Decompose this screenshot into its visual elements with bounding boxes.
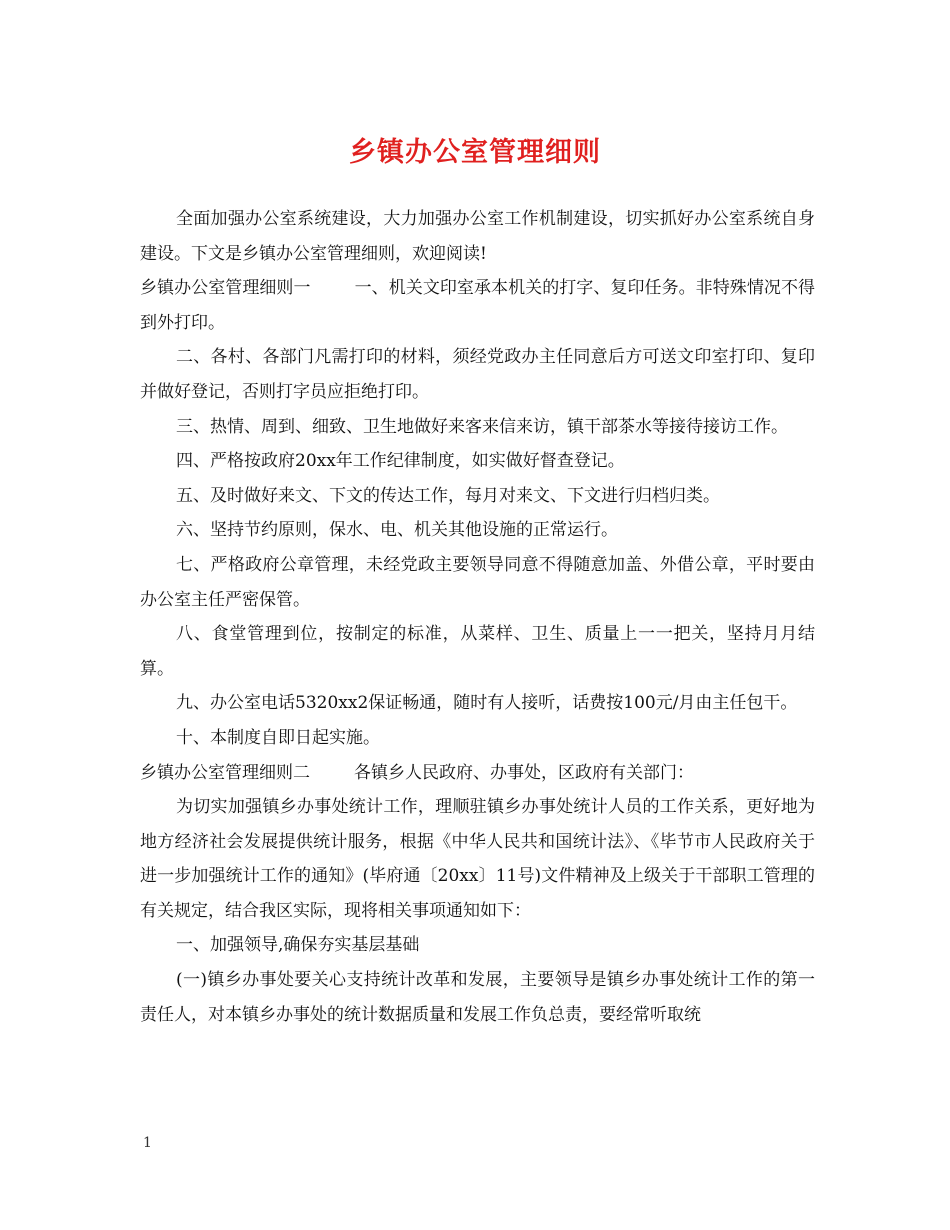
paragraph: 四、严格按政府20xx年工作纪律制度，如实做好督查登记。: [176, 451, 625, 472]
paragraph: 全面加强办公室系统建设，大力加强办公室工作机制建设，切实抓好办公室系统自身建设。下文是乡镇办公室管理细则，欢迎阅读!: [140, 209, 815, 264]
paragraph: 九、办公室电话5320xx2保证畅通，随时有人接听，话费按100元/月由主任包干。: [176, 693, 798, 714]
section-label: 乡镇办公室管理细则一: [140, 278, 311, 299]
section-heading-paragraph: [140, 756, 815, 791]
section-label: 乡镇办公室管理细则二: [140, 762, 310, 783]
paragraph-text: 各镇乡人民政府、办事处，区政府有关部门：: [354, 762, 694, 783]
paragraph-text: 一、机关文印室承本机关的打字、复印任务。非特殊情况不得到外打印。: [140, 278, 816, 333]
document-title: 乡镇办公室管理细则: [349, 137, 601, 168]
paragraph: (一)镇乡办事处要关心支持统计改革和发展，主要领导是镇乡办事处统计工作的第一责任人，对本镇乡办事处的统计数据质量和发展工作负总责，要经常听取统: [140, 970, 815, 1025]
paragraph: 五、及时做好来文、下文的传达工作，每月对来文、下文进行归档归类。: [176, 485, 720, 506]
page-number: 1: [143, 1135, 152, 1151]
document-body: [140, 202, 815, 1032]
paragraph: 一、加强领导,确保夯实基层基础: [176, 935, 420, 956]
section-heading-paragraph: [140, 271, 815, 340]
paragraph: 十、本制度自即日起实施。: [176, 727, 380, 748]
paragraph: 六、坚持节约原则，保水、电、机关其他设施的正常运行。: [176, 520, 618, 541]
paragraph: 为切实加强镇乡办事处统计工作，理顺驻镇乡办事处统计人员的工作关系，更好地为地方经济社会发展提供统计服务，根据《中华人民共和国统计法》、《毕节市人民政府关于进一步加强统计工作的通知》(毕府通〔20xx〕11号)文件精神及上级关于干部职工管理的有关规定，结合我区实际，现将相关事项通知如下：: [140, 797, 815, 921]
paragraph: 七、严格政府公章管理，未经党政主要领导同意不得随意加盖、外借公章，平时要由办公室主任严密保管。: [140, 554, 815, 610]
paragraph: 二、各村、各部门凡需打印的材料，须经党政办主任同意后方可送文印室打印、复印并做好登记，否则打字员应拒绝打印。: [140, 347, 815, 402]
paragraph: 八、食堂管理到位，按制定的标准，从菜样、卫生、质量上一一把关，坚持月月结算。: [140, 624, 815, 679]
paragraph: 三、热情、周到、细致、卫生地做好来客来信来访，镇干部茶水等接待接访工作。: [176, 416, 788, 437]
